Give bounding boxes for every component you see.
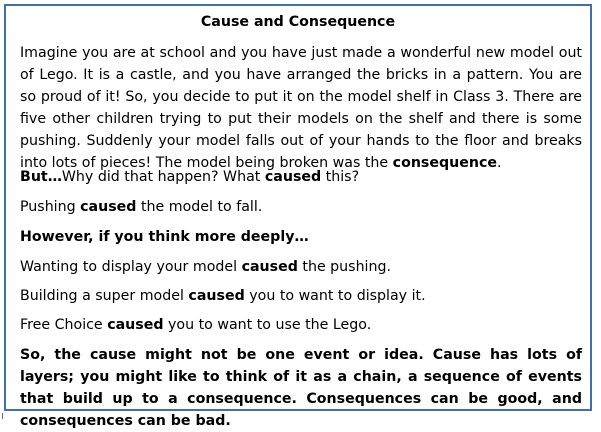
wanting-after: the pushing. — [297, 259, 392, 275]
page-title: Cause and Consequence — [200, 14, 396, 30]
free-choice-line — [20, 314, 582, 336]
pushing-after: the model to fall. — [136, 199, 263, 215]
wanting-before: Wanting to display your model — [20, 259, 242, 275]
building-bold: caused — [188, 288, 245, 304]
question-rest-1: Why did that happen? What — [61, 169, 265, 185]
building-after: you to want to display it. — [244, 288, 426, 304]
question-rest-2: this? — [321, 169, 360, 185]
pushing-line — [20, 196, 582, 218]
intro-text: Imagine you are at school and you have just made a wonderful new model out of Lego. It is a castle, and you have arranged the bricks in a pattern. You are so proud of it! So, you decide to put it on the model shelf in Class 3. There are five other children trying to put their models on the shelf and there is some pushing. Suddenly your model falls out of your hands to the floor and breaks into lots of pieces! The model being broken was the — [20, 45, 582, 171]
intro-bold-word: consequence — [392, 155, 498, 171]
question-bold-start: But… — [20, 169, 62, 185]
intro-end: . — [497, 155, 502, 171]
intro-paragraph — [20, 42, 582, 174]
building-before: Building a super model — [20, 288, 189, 304]
pushing-bold: caused — [80, 199, 137, 215]
however-line: However, if you think more deeply… — [20, 229, 309, 245]
question-line — [20, 166, 582, 188]
document-frame — [4, 4, 592, 429]
building-line — [20, 285, 582, 307]
pushing-before: Pushing — [20, 199, 81, 215]
question-bold-word: caused — [264, 169, 322, 185]
wanting-bold: caused — [241, 259, 298, 275]
closing-paragraph: So, the cause might not be one event or idea. Cause has lots of layers; you might like to think of it as a chain, a sequence of events that build up to a consequence. Consequences can be good, and consequences can be bad. — [20, 347, 582, 429]
free-choice-bold: caused — [107, 317, 164, 333]
free-choice-before: Free Choice — [20, 317, 108, 333]
corner-mark — [2, 413, 3, 419]
wanting-line — [20, 256, 582, 278]
free-choice-after: you to want to use the Lego. — [163, 317, 372, 333]
